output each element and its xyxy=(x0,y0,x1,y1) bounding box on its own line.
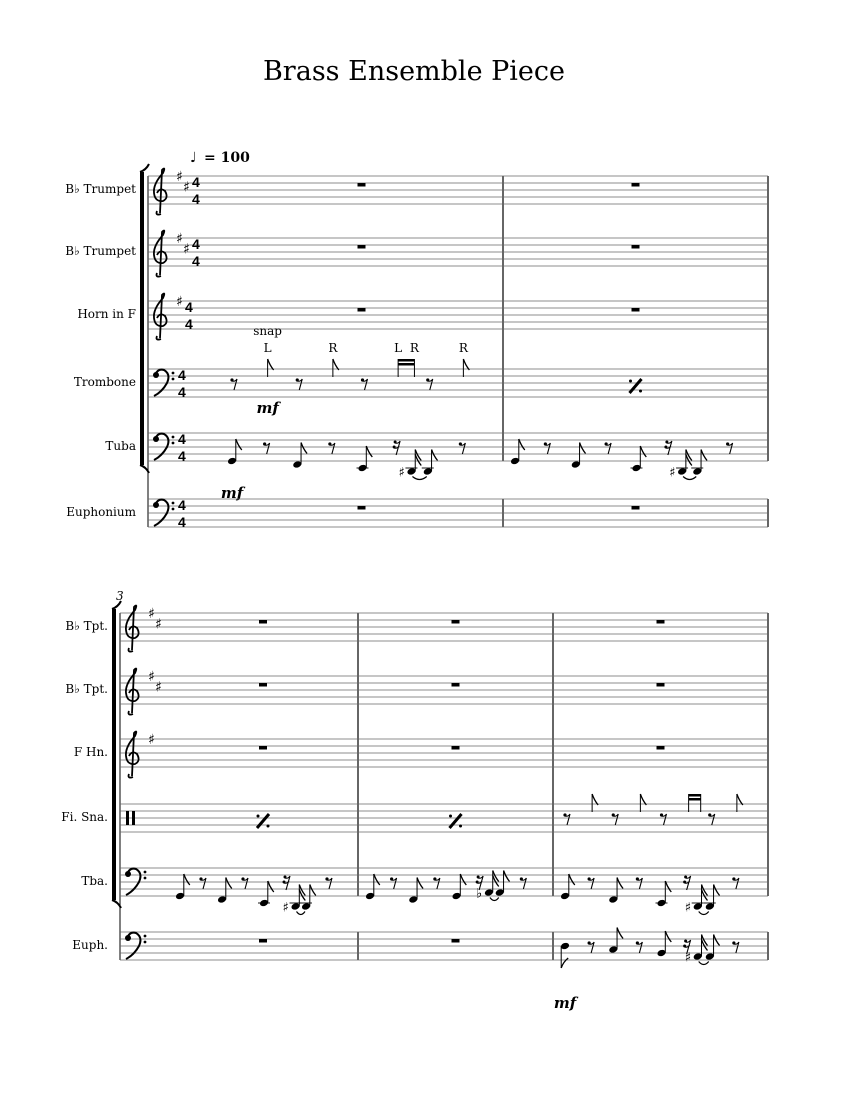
note-e2 xyxy=(357,446,373,472)
tie xyxy=(699,962,709,965)
snare-note xyxy=(328,341,339,377)
measure-3 xyxy=(259,746,267,750)
instrument-name: B♭ Trumpet xyxy=(65,182,136,196)
sticking-label: R xyxy=(328,341,338,355)
key-signature-sharp-icon: ♯ xyxy=(183,179,190,196)
measure-repeat-icon xyxy=(449,814,462,828)
measure-number: 3 xyxy=(116,589,124,603)
key-signature-sharp-icon: ♯ xyxy=(155,616,162,633)
staff-horn-in-f xyxy=(74,732,768,778)
measure-3 xyxy=(257,814,270,828)
flat-icon: ♭ xyxy=(475,886,483,902)
staff-b-trumpet xyxy=(65,669,768,715)
whole-measure-rest xyxy=(259,939,267,943)
measure-4 xyxy=(452,746,460,750)
eighth-rest xyxy=(708,813,715,825)
eighth-rest xyxy=(520,877,527,889)
eighth-rest xyxy=(459,442,466,454)
measure-3 xyxy=(259,683,267,687)
measure-1 xyxy=(358,506,366,510)
eighth-rest xyxy=(605,442,612,454)
staff-horn-in-f xyxy=(77,294,768,340)
snap-label: snap xyxy=(253,324,282,338)
staff-euphonium xyxy=(66,497,768,530)
time-signature-denominator: 4 xyxy=(192,253,200,269)
score-title: Brass Ensemble Piece xyxy=(262,56,566,87)
measure-1 xyxy=(221,439,466,502)
measure-5 xyxy=(554,928,739,1013)
beam xyxy=(689,794,701,797)
quarter-note-icon: ♩ xyxy=(190,150,197,166)
measure-2 xyxy=(632,506,640,510)
whole-measure-rest xyxy=(358,183,366,187)
measure-repeat-icon xyxy=(257,814,270,828)
sticking-label: L xyxy=(394,341,403,355)
time-signature-denominator: 4 xyxy=(185,316,193,332)
whole-measure-rest xyxy=(657,683,665,687)
eighth-rest xyxy=(426,378,433,390)
instrument-name: B♭ Trumpet xyxy=(65,244,136,258)
eighth-rest xyxy=(660,813,667,825)
note-d3 xyxy=(554,942,579,1012)
whole-measure-rest xyxy=(452,620,460,624)
measure-1 xyxy=(358,245,366,249)
time-signature-numerator: 4 xyxy=(178,497,186,513)
note-g2 xyxy=(221,439,246,502)
note-f2 xyxy=(571,443,586,469)
snare-note xyxy=(253,324,282,417)
sixteenth-rest xyxy=(283,876,291,891)
key-signature-sharp-icon: ♯ xyxy=(183,241,190,258)
measure-4 xyxy=(449,814,462,828)
eighth-rest xyxy=(732,941,739,953)
measure-4 xyxy=(452,939,460,943)
treble-clef-icon xyxy=(126,732,139,778)
measure-4 xyxy=(452,620,460,624)
dynamic-marking: mf xyxy=(220,484,244,502)
eighth-rest xyxy=(230,378,237,390)
ensemble-bracket xyxy=(112,609,116,900)
measure-2 xyxy=(510,439,733,481)
key-signature-sharp-icon: ♯ xyxy=(148,732,155,748)
dynamic-marking: mf xyxy=(553,994,577,1012)
eighth-rest xyxy=(325,877,332,889)
eighth-rest xyxy=(433,877,440,889)
instrument-name: Tba. xyxy=(81,874,108,888)
note-f2 xyxy=(408,878,423,904)
whole-measure-rest xyxy=(452,939,460,943)
sticking-label: R xyxy=(409,341,419,355)
instrument-name: Tuba xyxy=(105,439,136,453)
sticking-label: R xyxy=(458,341,468,355)
whole-measure-rest xyxy=(632,506,640,510)
whole-measure-rest xyxy=(358,245,366,249)
sharp-icon: ♯ xyxy=(398,465,405,481)
sharp-icon: ♯ xyxy=(669,465,676,481)
staff-tuba xyxy=(81,868,768,916)
staff-tuba xyxy=(105,431,768,502)
tie xyxy=(297,912,306,915)
measure-3 xyxy=(259,620,267,624)
staff-b-trumpet xyxy=(65,169,768,215)
eighth-rest xyxy=(361,378,368,390)
time-signature-denominator: 4 xyxy=(178,514,186,530)
key-signature-sharp-icon: ♯ xyxy=(155,679,162,696)
time-signature-denominator: 4 xyxy=(192,191,200,207)
beam xyxy=(398,363,414,366)
system-1 xyxy=(65,164,768,530)
instrument-name: Fi. Sna. xyxy=(61,810,108,824)
measure-2 xyxy=(632,183,640,187)
tempo-value: = 100 xyxy=(204,150,250,166)
beam xyxy=(689,798,701,801)
measure-5 xyxy=(657,683,665,687)
time-signature-numerator: 4 xyxy=(192,236,200,252)
measure-2 xyxy=(632,245,640,249)
treble-clef-icon xyxy=(126,669,139,715)
time-signature-denominator: 4 xyxy=(178,384,186,400)
eighth-rest xyxy=(199,877,206,889)
note-e2 xyxy=(258,881,274,907)
snare-note xyxy=(640,794,646,812)
whole-measure-rest xyxy=(632,308,640,312)
measure-3 xyxy=(175,874,332,916)
measure-4 xyxy=(365,871,526,904)
whole-measure-rest xyxy=(259,620,267,624)
eighth-rest xyxy=(563,813,570,825)
treble-clef-icon xyxy=(154,231,167,277)
instrument-name: Euphonium xyxy=(66,505,136,519)
tie xyxy=(412,477,426,480)
measure-1 xyxy=(358,183,366,187)
whole-measure-rest xyxy=(452,683,460,687)
instrument-name: F Hn. xyxy=(73,745,108,759)
measure-1 xyxy=(358,308,366,312)
measure-5 xyxy=(657,746,665,750)
eighth-rest xyxy=(588,941,595,953)
measure-5 xyxy=(560,874,739,916)
time-signature-denominator: 4 xyxy=(178,448,186,464)
snare-note xyxy=(459,341,470,377)
note-f2 xyxy=(217,878,232,904)
note-e2 xyxy=(631,446,647,472)
eighth-rest xyxy=(544,442,551,454)
whole-measure-rest xyxy=(259,746,267,750)
measure-1 xyxy=(230,324,469,417)
sixteenth-rest xyxy=(664,441,672,456)
whole-measure-rest xyxy=(259,683,267,687)
key-signature-sharp-icon: ♯ xyxy=(148,669,155,685)
treble-clef-icon xyxy=(126,606,139,652)
instrument-name: B♭ Tpt. xyxy=(65,682,108,696)
instrument-name: Euph. xyxy=(72,938,108,952)
time-signature-numerator: 4 xyxy=(178,367,186,383)
ensemble-bracket xyxy=(140,172,144,465)
key-signature-sharp-icon: ♯ xyxy=(176,169,183,185)
measure-repeat-icon xyxy=(629,379,642,393)
measure-2 xyxy=(632,308,640,312)
time-signature-numerator: 4 xyxy=(185,299,193,315)
whole-measure-rest xyxy=(358,308,366,312)
eighth-rest xyxy=(636,877,643,889)
instrument-name: B♭ Tpt. xyxy=(65,619,108,633)
whole-measure-rest xyxy=(358,506,366,510)
whole-measure-rest xyxy=(632,183,640,187)
tie xyxy=(699,912,709,915)
whole-measure-rest xyxy=(632,245,640,249)
sticking-label: L xyxy=(263,341,272,355)
note-f2 xyxy=(292,443,307,469)
eighth-rest xyxy=(588,877,595,889)
note-e2 xyxy=(656,881,672,907)
sixteenth-rest xyxy=(683,876,691,891)
eighth-rest xyxy=(390,877,397,889)
note-c3 xyxy=(608,928,623,954)
treble-clef-icon xyxy=(154,169,167,215)
tempo-marking xyxy=(190,150,250,166)
tie xyxy=(490,898,499,901)
sharp-icon: ♯ xyxy=(684,900,691,916)
eighth-rest xyxy=(328,442,335,454)
eighth-rest xyxy=(726,442,733,454)
tie xyxy=(683,477,696,480)
eighth-rest xyxy=(241,877,248,889)
measure-4 xyxy=(452,683,460,687)
measure-5 xyxy=(657,620,665,624)
eighth-rest xyxy=(612,813,619,825)
sharp-icon: ♯ xyxy=(684,950,691,966)
key-signature-sharp-icon: ♯ xyxy=(176,294,183,310)
whole-measure-rest xyxy=(452,746,460,750)
whole-measure-rest xyxy=(657,746,665,750)
system-2 xyxy=(61,601,768,1012)
staff-trombone xyxy=(74,324,768,417)
staff-trombone xyxy=(61,794,768,832)
note-f2 xyxy=(608,878,623,904)
instrument-name: Horn in F xyxy=(77,307,136,321)
measure-2 xyxy=(629,379,642,393)
staff-b-trumpet xyxy=(65,606,768,652)
dynamic-marking: mf xyxy=(256,399,279,417)
snare-note xyxy=(737,794,743,812)
treble-clef-icon xyxy=(154,294,167,340)
whole-measure-rest xyxy=(657,620,665,624)
instrument-name: Trombone xyxy=(73,375,136,389)
beam xyxy=(398,359,414,362)
eighth-rest xyxy=(636,941,643,953)
key-signature-sharp-icon: ♯ xyxy=(176,231,183,247)
eighth-rest xyxy=(732,877,739,889)
staff-b-trumpet xyxy=(65,231,768,277)
staff-euphonium xyxy=(72,928,768,1013)
eighth-rest xyxy=(263,442,270,454)
sharp-icon: ♯ xyxy=(282,900,289,916)
eighth-rest xyxy=(296,378,303,390)
snare-note xyxy=(592,794,598,812)
measure-3 xyxy=(259,939,267,943)
sixteenth-rest xyxy=(393,441,401,456)
time-signature-numerator: 4 xyxy=(178,431,186,447)
time-signature-numerator: 4 xyxy=(192,174,200,190)
measure-5 xyxy=(563,794,742,825)
key-signature-sharp-icon: ♯ xyxy=(148,606,155,622)
